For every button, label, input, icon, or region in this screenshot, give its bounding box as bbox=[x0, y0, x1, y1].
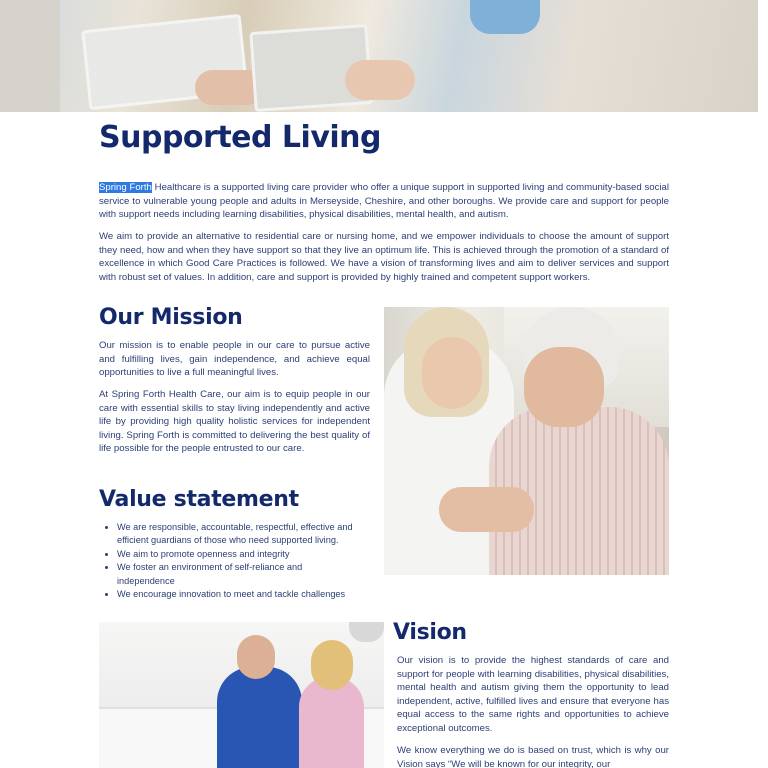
hero-image bbox=[0, 0, 758, 112]
list-item: • We encourage innovation to meet and tackle challenges bbox=[117, 588, 357, 601]
mission-paragraph-1: Our mission is to enable people in our care to pursue active and fulfilling lives, gain independence, and achieve equal opportunities to live a full meaningful lives. bbox=[99, 340, 370, 379]
selected-text-highlight[interactable]: Spring Forth bbox=[99, 182, 152, 193]
intro-paragraph-2: We aim to provide an alternative to residential care or nursing home, and we empower individuals to choose the amount of support they need, how and when they have support so that they live an optimum life. This is achieved through the promotion of a standard of excellence in which Good Care Practices is followed. We have a vision of transforming lives and aim to deliver services and support with robust set of values. In addition, care and support is provided by highly trained and competent support workers. bbox=[99, 231, 669, 283]
value-statement-heading: Value statement bbox=[99, 487, 299, 512]
value-list bbox=[117, 521, 357, 601]
vision-heading: Vision bbox=[393, 620, 467, 645]
mission-heading: Our Mission bbox=[99, 305, 243, 330]
vision-paragraph-2: We know everything we do is based on trust, which is why our Vision says “We will be known for our integrity, our bbox=[397, 745, 669, 768]
mission-paragraph-2: At Spring Forth Health Care, our aim is to equip people in our care with essential skills to stay living independently and active life by providing high quality holistic services for independent living. Spring Forth is committed to delivering the best quality of life possible for the people entrusted to our care. bbox=[99, 389, 370, 455]
list-item: • We aim to promote openness and integrity bbox=[117, 548, 357, 561]
list-item: • We foster an environment of self-reliance and independence bbox=[117, 561, 357, 588]
carer-with-elderly-man-photo bbox=[384, 307, 669, 575]
vision-paragraph-1: Our vision is to provide the highest standards of care and support for people with learning disabilities, physical disabilities, mental health and autism giving them the opportunity to lead independent, active, fulfilled lives and ensure that everyone has equal access to the same rights and opportunities to achieve exceptional outcomes. bbox=[397, 655, 669, 734]
page-title: Supported Living bbox=[99, 120, 381, 155]
carer-helping-man-photo bbox=[99, 622, 384, 768]
intro-paragraph-1 bbox=[99, 181, 669, 222]
intro-paragraph-1-text: Healthcare is a supported living care provider who offer a unique support in supported living and community-based social service to vulnerable young people and adults in Merseyside, Cheshire, and other boroughs. We provide care and support for people with support needs including learning disabilities, physical disabilities, mental health, and autism. bbox=[99, 182, 669, 221]
list-item: • We are responsible, accountable, respectful, effective and efficient guardians of those who need supported living. bbox=[117, 521, 357, 548]
